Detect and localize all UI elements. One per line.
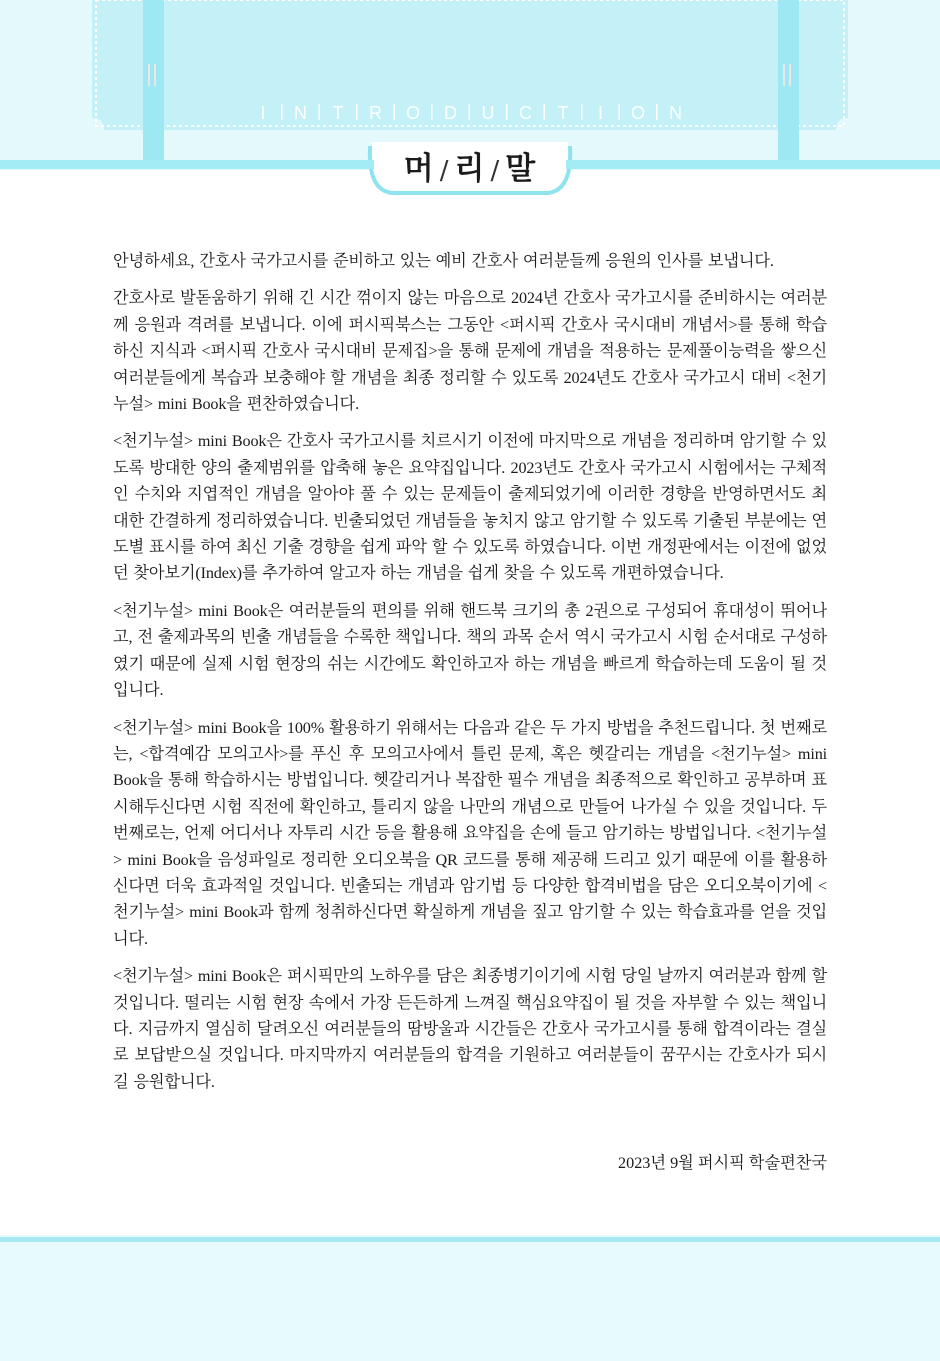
intro-letter: I [597,103,604,123]
intro-letter: O [630,103,646,123]
intro-letter: D [444,103,457,123]
title-separator-1: / [439,156,450,186]
title-part-1: 머 [403,151,435,187]
paragraph-purpose: 간호사로 발돋움하기 위해 긴 시간 꺾이지 않는 마음으로 2024년 간호사 국가고시를 준비하시는 여러분께 응원과 격려를 보냅니다. 이에 퍼시픽북스는 그동안 <퍼시픽 간호사 국시대비 개념서>를 통해 학습하신 지식과 <퍼시픽 간호사 국시대비 문제집>을 통해 문제에 개념을 적용하는 문제풀이능력을 쌓으신 여러분들에게 복습과 보충해야 할 개념을 최종 정리할 수 있도록 2024년도 간호사 국가고시 대비 <천기누설> mini Book을 편찬하였습니다. [113,289,827,414]
title-part-3: 말 [505,151,537,187]
introduction-letters [0,98,940,126]
paragraph-summary: <천기누설> mini Book은 간호사 국가고시를 치르시기 이전에 마지막으로 개념을 정리하며 암기할 수 있도록 방대한 양의 출제범위를 압축해 놓은 요약집입니다. 2023년도 간호사 국가고시 시험에서는 구체적인 수치와 지엽적인 개념을 알아야 풀 수 있는 문제들이 출제되었기에 이러한 경향을 반영하면서도 최대한 간결하게 정리하였습니다. 빈출되었던 개념들을 놓치지 않고 암기할 수 있도록 기출된 부분에는 연도별 표시를 하여 최신 기출 경향을 쉽게 파악 할 수 있도록 하였습니다. 이번 개정판에서는 이전에 없었던 찾아보기(Index)를 추가하여 알고자 하는 개념을 쉽게 찾을 수 있도록 개편하였습니다. [113,432,827,583]
paragraph-closing: <천기누설> mini Book은 퍼시픽만의 노하우를 담은 최종병기이기에 시험 당일 날까지 여러분과 함께 할 것입니다. 떨리는 시험 현장 속에서 가장 든든하게 느껴질 핵심요약집이 될 것을 자부할 수 있는 책입니다. 지금까지 열심히 달려오신 여러분들의 땀방울과 시간들은 간호사 국가고시를 통해 합격이라는 결실로 보답받으실 것입니다. 마지막까지 여러분들의 합격을 기원하고 여러분들이 꿈꾸시는 간호사가 되시길 응원합니다. [113,967,827,1091]
intro-letter: O [405,103,421,123]
paragraph-usage: <천기누설> mini Book을 100% 활용하기 위해서는 다음과 같은 두 가지 방법을 추천드립니다. 첫 번째로는, <합격예감 모의고사>를 푸신 후 모의고사에서 틀린 문제, 혹은 헷갈리는 개념을 <천기누설> mini Book을 통해 학습하시는 방법입니다. 헷갈리거나 복잡한 필수 개념을 최종적으로 확인하고 공부하며 표시해두신다면 시험 직전에 확인하고, 틀리지 않을 나만의 개념으로 만들어 나가실 수 있을 것입니다. 두 번째로는, 언제 어디서나 자투리 시간 등을 활용해 요약집을 손에 들고 암기하는 방법입니다. <천기누설> mini Book을 음성파일로 정리한 오디오북을 QR 코드를 통해 제공해 드리고 있기 때문에 이를 활용하신다면 더욱 효과적일 것입니다. 빈출되는 개념과 암기법 등 다양한 합격비법을 담은 오디오북이기에 <천기누설> mini Book과 함께 청취하신다면 확실하게 개념을 짚고 암기할 수 있는 학습효과를 얻을 것입니다. [113,718,827,948]
intro-letter: N [669,103,682,123]
signature: 2023년 9월 퍼시픽 학술편찬국 [618,1154,827,1172]
intro-letter: C [519,103,532,123]
intro-letter: T [332,103,344,123]
title-separator-2: / [490,156,501,186]
paragraph-portability: <천기누설> mini Book은 여러분들의 편의를 위해 핸드북 크기의 총 2권으로 구성되어 휴대성이 뛰어나고, 전 출제과목의 빈출 개념들을 수록한 책입니다. 책의 과목 순서 역시 국가고시 시험 순서대로 구성하였기 때문에 실제 시험 현장의 쉬는 시간에도 확인하고자 하는 개념을 빠르게 학습하는데 도움이 될 것입니다. [113,601,827,700]
title-part-2: 리 [454,151,486,187]
intro-letter: I [260,103,266,123]
footer-band [0,1235,940,1361]
page-title [0,143,940,188]
footer-line [0,1237,940,1242]
preface-body [113,248,827,1106]
intro-letter: U [481,103,495,123]
intro-letter: N [294,103,307,123]
intro-letter: R [369,103,382,123]
paragraph-greeting: 안녕하세요, 간호사 국가고시를 준비하고 있는 예비 간호사 여러분들께 응원의 인사를 보냅니다. [113,252,774,270]
intro-letter: T [557,103,569,123]
